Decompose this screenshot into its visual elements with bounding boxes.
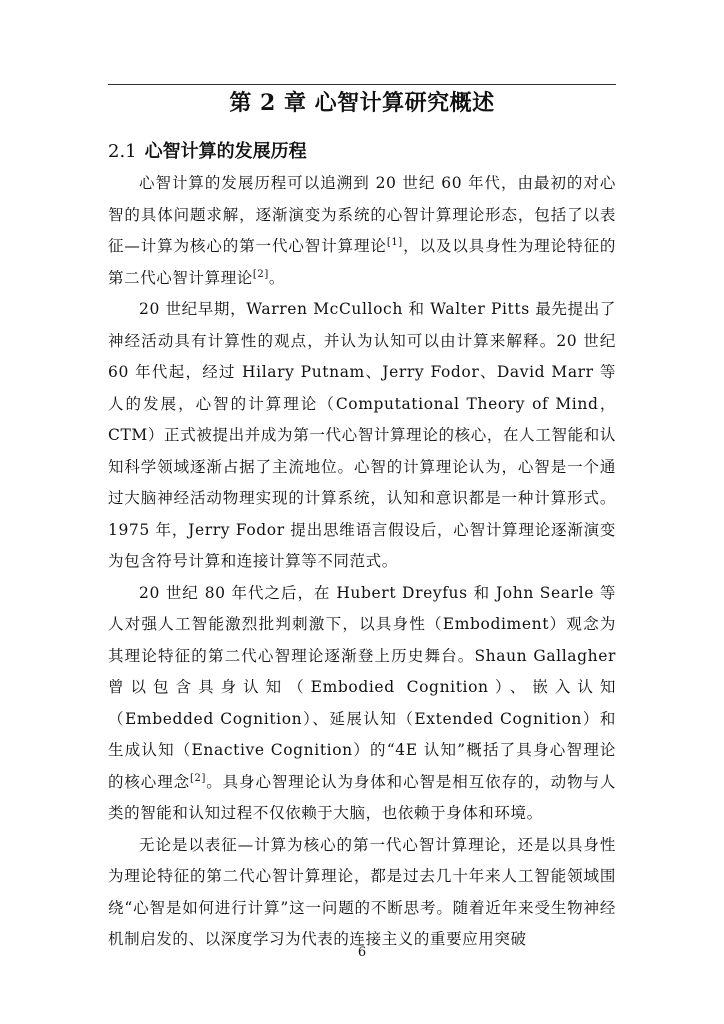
section-title: 心智计算的发展历程 [144,141,307,162]
text-run: ，以及以具身性为理论特征的第二代心智计算理论 [108,237,616,287]
section-number: 2.1 [108,141,137,162]
text-run: 。 [268,268,285,287]
paragraph [108,830,616,956]
paragraph [108,168,616,294]
section-heading [108,138,307,166]
citation: [1] [386,236,403,248]
text-run: 无论是以表征—计算为核心的第一代心智计算理论，还是以具身性为理论特征的第二代心智计算理论，都是过去几十年来人工智能领域围绕“心智是如何进行计算”这一问题的不断思考。随着近年来受生物神经机制启发的、以深度学习为代表的连接主义的重要应用突破 [108,835,616,948]
chapter-title: 第 2 章 心智计算研究概述 [229,90,495,116]
text-run: 。具身心智理论认为身体和心智是相互依存的，动物与人类的智能和认知过程不仅依赖于大脑，也依赖于身体和环境。 [108,772,616,822]
page-number: 6 [357,945,367,960]
paragraph [108,294,616,578]
citation: [2] [252,268,269,280]
text-run: 20 世纪 80 年代之后，在 Hubert Dreyfus 和 John Searle 等人对强人工智能激烈批判刺激下，以具身性（Embodiment）观念为其理论特征的第二代心智理论逐渐登上历史舞台。Shaun Gallagher 曾以包含具身认知（Embodied Cognition）、嵌入认知（Embedded Cognition）、延展认知（Extended Cognition）和生成认知（Enactive Cognition）的“4E 认知”概括了具身心智理论的核心理念 [108,583,616,791]
header-rule [108,84,616,85]
paragraph [108,578,616,830]
text-run: 心智计算的发展历程可以追溯到 20 世纪 60 年代，由最初的对心智的具体问题求解，逐渐演变为系统的心智计算理论形态，包括了以表征—计算为核心的第一代心智计算理论 [108,174,616,255]
body-text [108,168,616,956]
text-run: 20 世纪早期，Warren McCulloch 和 Walter Pitts 最先提出了神经活动具有计算性的观点，并认为认知可以由计算来解释。20 世纪 60 年代起，经过 Hilary Putnam、Jerry Fodor、David Marr 等人的发展，心智的计算理论（Computational Theory of Mind，CTM）正式被提出并成为第一代心智计算理论的核心，在人工智能和认知科学领域逐渐占据了主流地位。心智的计算理论认为，心智是一个通过大脑神经活动物理实现的计算系统，认知和意识都是一种计算形式。1975 年，Jerry Fodor 提出思维语言假设后，心智计算理论逐渐演变为包含符号计算和连接计算等不同范式。 [108,300,616,570]
citation: [2] [190,772,206,784]
